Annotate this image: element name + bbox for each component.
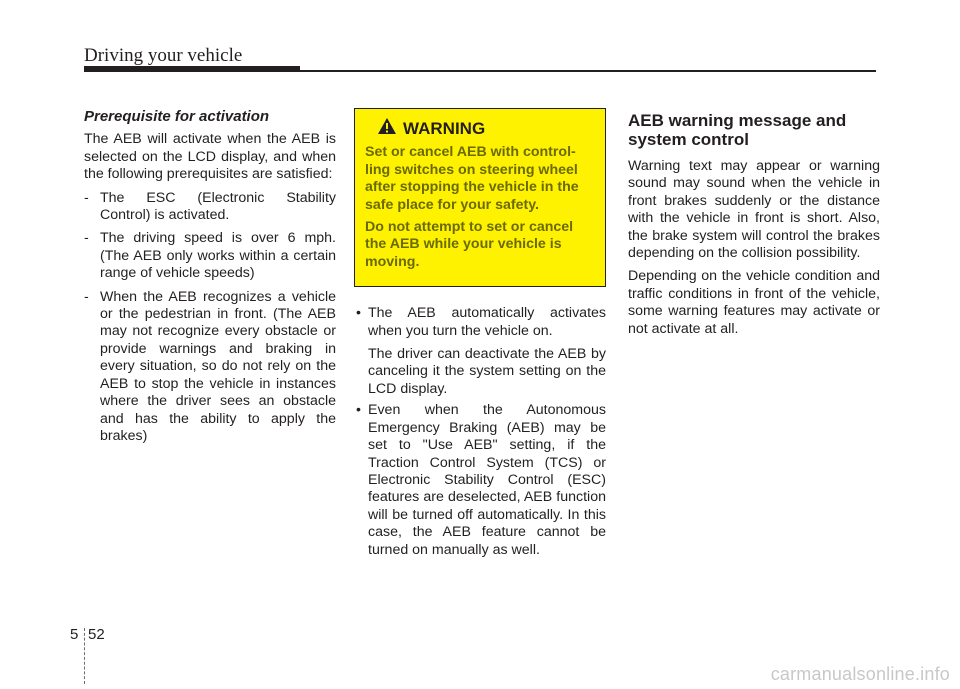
- bullet-marker: •: [356, 305, 361, 322]
- list-item: [354, 402, 606, 559]
- warning-triangle-icon: [377, 117, 397, 140]
- column-middle: [354, 108, 606, 563]
- body-paragraph: Depending on the vehicle condition and traffic conditions in front of the vehicle, some warning features may activate or not activate at all.: [628, 268, 880, 337]
- warning-header: [377, 117, 597, 140]
- warning-paragraph: Set or cancel AEB with control-ling switches on steering wheel after stopping the vehicle in the safe place for your safety.: [365, 144, 579, 213]
- page-number: 52: [88, 626, 105, 643]
- list-item: [84, 230, 336, 282]
- dash-marker: -: [84, 189, 89, 206]
- chapter-number: 5: [70, 626, 79, 643]
- list-item: [84, 289, 336, 446]
- column-left: [84, 108, 336, 451]
- prerequisite-list: [84, 190, 336, 446]
- list-item-subtext: The driver can deactivate the AEB by canceling it the system setting on the LCD display.: [368, 346, 606, 397]
- watermark: carmanualsonline.info: [770, 664, 950, 684]
- body-paragraph: Warning text may appear or warning sound may sound when the vehicle in front brakes suddenly or the distance with the vehicle in front is short. Also, the brake system will control the brakes depending on the collision possibility.: [628, 158, 880, 262]
- intro-paragraph: The AEB will activate when the AEB is selected on the LCD display, and when the following prerequisites are satisfied:: [84, 131, 336, 183]
- running-header: Driving your vehicle: [84, 45, 243, 66]
- list-item-text: The AEB automatically activates when you turn the vehicle on.: [368, 305, 606, 339]
- activation-notes-list: [354, 305, 606, 559]
- list-item-text: When the AEB recognizes a vehicle or the pedestrian in front. (The AEB may not recognize every obstacle or provide warnings and braking in every situation, so do not rely on the AEB to stop the vehicle in instances where the driver sees an obstacle and has the ability to apply the brakes): [100, 288, 336, 444]
- list-item-text: Even when the Autonomous Emergency Braking (AEB) may be set to "Use AEB" setting, if the Traction Control System (TCS) or Electronic Stability Control (ESC) features are deselected, AEB function will be turned off automatically. In this case, the AEB feature cannot be turned on manually as well.: [368, 402, 606, 558]
- header-rule-thin: [300, 70, 876, 72]
- footer-separator: [84, 628, 85, 684]
- list-item: [84, 190, 336, 225]
- header-rule-thick: [84, 66, 300, 72]
- column-right: [628, 108, 880, 344]
- list-item-text: The driving speed is over 6 mph. (The AEB only works within a certain range of vehicle speeds): [100, 230, 336, 282]
- list-item: [354, 305, 606, 398]
- warning-paragraph: Do not attempt to set or cancel the AEB while your vehicle is moving.: [365, 219, 574, 270]
- list-item-text: The ESC (Electronic Stability Control) is activated.: [100, 189, 336, 224]
- dash-marker: -: [84, 230, 89, 247]
- warning-title: WARNING: [403, 119, 486, 138]
- section-title: AEB warning message and system control: [628, 111, 847, 149]
- subhead-prerequisite: Prerequisite for activation: [84, 108, 270, 125]
- bullet-marker: •: [356, 402, 361, 419]
- warning-box: [354, 108, 606, 287]
- dash-marker: -: [84, 288, 89, 305]
